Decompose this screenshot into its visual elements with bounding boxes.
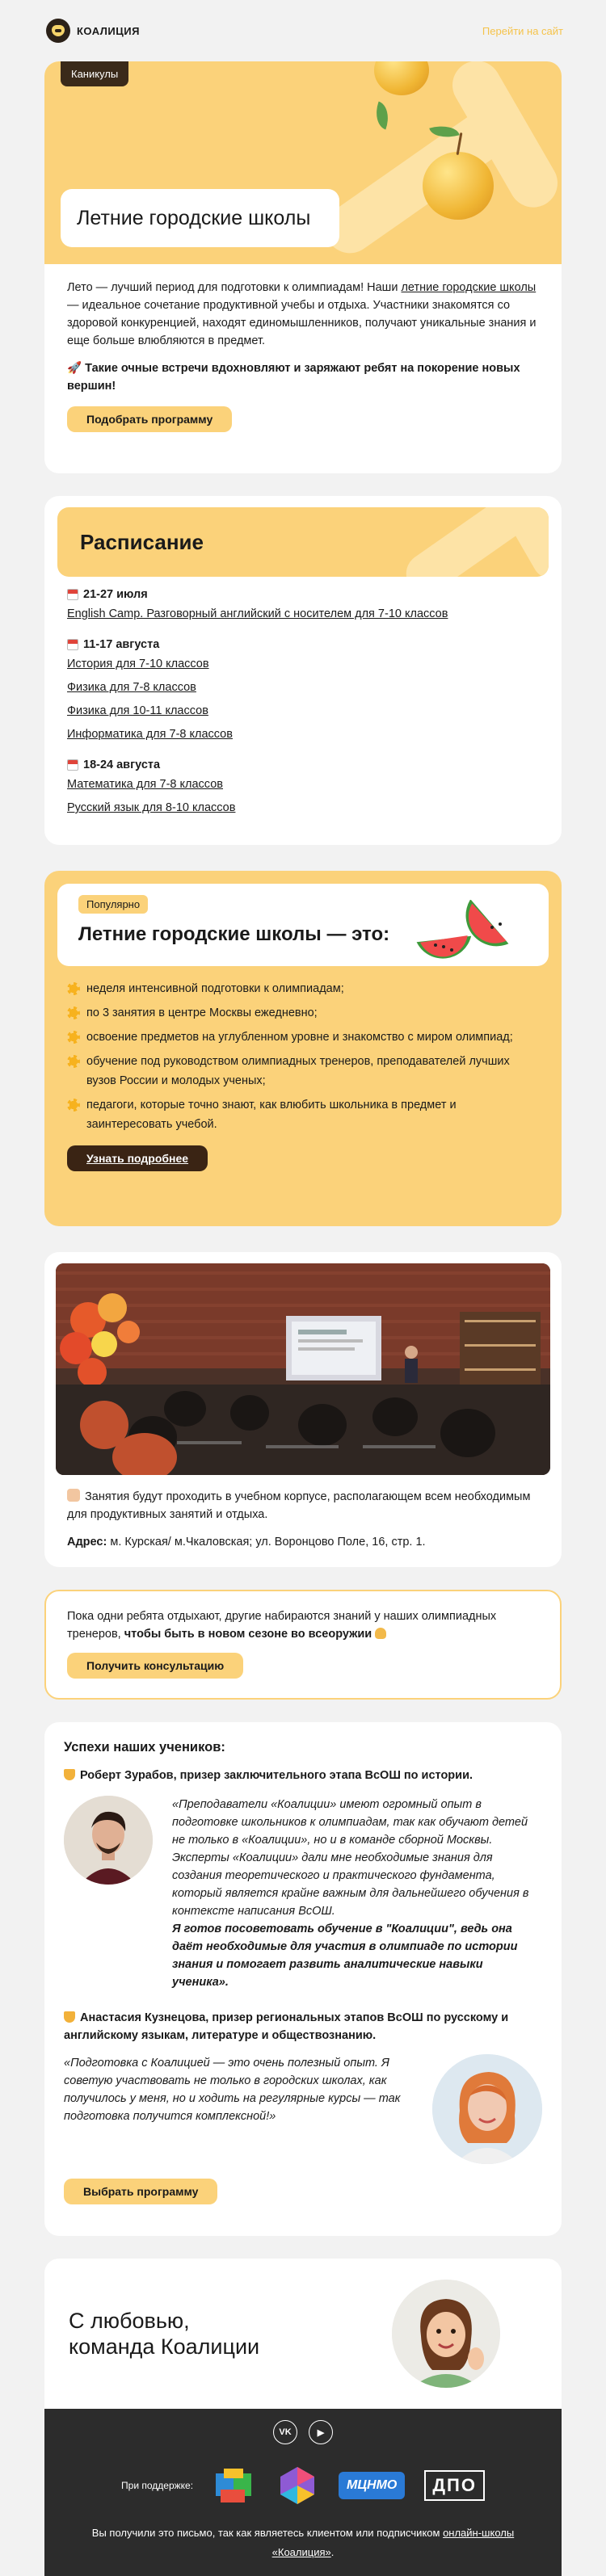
logo-text: КОАЛИЦИЯ	[77, 24, 140, 37]
consult-text-bold: чтобы быть в новом сезоне во всеоружии	[124, 1628, 372, 1641]
get-consultation-button[interactable]: Получить консультацию	[67, 1653, 243, 1679]
calendar-icon	[67, 639, 78, 650]
schedule-date	[67, 588, 539, 601]
schedule-header	[57, 507, 549, 577]
testimonial	[64, 1796, 542, 1991]
popular-header	[57, 884, 549, 966]
list-item-text: педагоги, которые точно знают, как влюбить школьника в предмет и заинтересовать учебой.	[86, 1099, 457, 1131]
intro-text-part: — идеальное сочетание продуктивной учебы и отдыха. Участники знакомятся со здоровой конкуренцией, находят единомышленников, получают уникальные знания и еще больше влюбляются в предмет.	[67, 299, 537, 347]
apple-icon	[423, 152, 494, 220]
popular-title: Летние городские школы — это:	[78, 923, 390, 945]
list-item	[67, 1052, 539, 1090]
sun-icon	[67, 1006, 80, 1019]
course-link[interactable]: Физика для 7-8 классов	[67, 681, 196, 694]
student-name-text: Роберт Зурабов, призер заключительного этапа ВсОШ по истории.	[80, 1769, 473, 1782]
student-avatar-image	[432, 2054, 542, 2164]
leaf-icon	[370, 101, 393, 129]
memoji-image	[392, 2280, 500, 2388]
address-label: Адрес:	[67, 1536, 107, 1549]
logo[interactable]	[46, 19, 140, 43]
support-label: При поддержке:	[121, 2480, 194, 2491]
popular-card	[44, 871, 562, 1226]
schedule-group	[67, 588, 539, 624]
intro-highlight-text: Такие очные встречи вдохновляют и заряжают ребят на покорение новых вершин!	[67, 362, 520, 393]
consult-text-part: Пока одни ребята отдыхают, другие набираются знаний у наших олимпиадных тренеров,	[67, 1610, 497, 1641]
signoff-card	[44, 2259, 562, 2409]
testimonial-quote	[172, 1796, 542, 1991]
footer-text-end: .	[330, 2546, 335, 2558]
list-item	[67, 1003, 539, 1023]
schedule-card	[44, 496, 562, 845]
classroom-photo	[56, 1263, 550, 1475]
koala-logo-icon	[46, 19, 70, 43]
location-card	[44, 1252, 562, 1567]
schedule-group	[67, 759, 539, 817]
date-label: 21-27 июля	[83, 588, 148, 601]
view-online-link[interactable]: Перейти на сайт	[482, 24, 563, 37]
hero-title-box	[61, 189, 339, 247]
student-name	[64, 1767, 542, 1784]
dpo-logo: ДПО	[424, 2470, 485, 2501]
course-link[interactable]: Информатика для 7-8 классов	[67, 728, 233, 741]
hero-card	[44, 61, 562, 473]
student-avatar	[432, 2054, 542, 2164]
address	[67, 1533, 539, 1551]
apple-icon	[374, 61, 429, 95]
partner-star-logo	[276, 2465, 319, 2506]
vk-icon[interactable]: VK	[273, 2420, 297, 2444]
location-text	[67, 1488, 539, 1523]
course-link[interactable]: Русский язык для 8-10 классов	[67, 801, 236, 814]
memoji-avatar	[392, 2280, 500, 2388]
quote-text-bold: Я готов посоветовать обучение в "Коалиции", ведь она даёт необходимые для участия в олимпиаде по истории знания и помогает развить аналитические навыки ученика».	[172, 1923, 518, 1989]
course-link[interactable]: Математика для 7-8 классов	[67, 778, 223, 791]
list-item	[67, 1095, 539, 1134]
flexed-biceps-icon	[375, 1628, 386, 1639]
testimonial	[64, 2054, 542, 2164]
consult-text	[67, 1607, 539, 1643]
calendar-icon	[67, 589, 78, 600]
sun-icon	[67, 1031, 80, 1044]
classroom-photo-illustration	[56, 1263, 550, 1475]
sun-icon	[67, 1055, 80, 1068]
quote-text: «Подготовка с Коалицией — это очень полезный опыт. Я советую участвовать не только в городских школах, как получилось у меня, но и ходить на регулярные курсы — так подготовка получится комплексной!»	[64, 2057, 401, 2123]
date-label: 18-24 августа	[83, 759, 161, 771]
location-info	[44, 1475, 562, 1551]
header	[35, 0, 571, 61]
schedule-date	[67, 759, 539, 771]
summer-schools-link[interactable]: летние городские школы	[401, 281, 537, 294]
student-avatar-image	[64, 1796, 153, 1885]
partners-row	[44, 2465, 562, 2506]
popular-badge: Популярно	[78, 895, 148, 914]
trophy-icon	[64, 2011, 75, 2023]
calendar-icon	[67, 759, 78, 771]
sun-icon	[67, 982, 80, 995]
location-text-content: Занятия будут проходить в учебном корпусе, располагающем всем необходимым для продуктивных занятий и отдыха.	[67, 1490, 531, 1521]
footer-text	[44, 2506, 562, 2562]
quote-text: «Преподаватели «Коалиции» имеют огромный опыт в подготовке школьников к олимпиадам, так как обучают детей не только в «Коалиции», но и в команде сборной Москвы. Эксперты «Коалиции» дали мне необходимые знания для создания теоретического и практического фундамента, который является крайне важным для дальнейшего обучения в контексте написания ВсОШ.	[172, 1798, 529, 1918]
intro-highlight	[67, 359, 539, 395]
list-item-text: неделя интенсивной подготовки к олимпиадам;	[86, 982, 344, 995]
trophy-icon	[64, 1769, 75, 1780]
schedule-date	[67, 638, 539, 651]
student-name-text: Анастасия Кузнецова, призер региональных этапов ВсОШ по русскому и английскому языкам, литературе и обществознанию.	[64, 2011, 509, 2042]
footer	[44, 2409, 562, 2576]
category-badge: Каникулы	[61, 61, 128, 86]
success-card	[44, 1722, 562, 2236]
student-name	[64, 2009, 542, 2044]
thumbs-up-icon	[67, 1489, 80, 1502]
schedule-list	[44, 577, 562, 845]
rocket-icon: 🚀	[67, 362, 82, 375]
consult-card	[44, 1590, 562, 1700]
mcnmo-logo: МЦНМО	[339, 2472, 405, 2499]
signoff-line: команда Коалиции	[69, 2334, 260, 2359]
hero-title: Летние городские школы	[77, 206, 311, 229]
signoff-line: С любовью,	[69, 2309, 190, 2333]
list-item	[67, 1027, 539, 1047]
course-link[interactable]: English Camp. Разговорный английский с носителем для 7-10 классов	[67, 607, 448, 620]
schedule-title: Расписание	[80, 529, 204, 554]
course-link[interactable]: История для 7-10 классов	[67, 658, 209, 670]
popular-actions	[44, 1145, 562, 1171]
student-avatar	[64, 1796, 153, 1885]
intro-section	[44, 264, 562, 452]
choose-program-button-2[interactable]: Выбрать программу	[64, 2179, 217, 2204]
address-value: м. Курская/ м.Чкаловская; ул. Воронцово Поле, 16, стр. 1.	[110, 1536, 426, 1549]
intro-text	[67, 279, 539, 350]
social-links	[44, 2420, 562, 2444]
choose-program-button[interactable]: Подобрать программу	[67, 406, 232, 432]
success-title: Успехи наших учеников:	[64, 1740, 225, 1754]
hero-banner	[44, 61, 562, 264]
youtube-icon[interactable]: ▶	[309, 2420, 333, 2444]
list-item-text: освоение предметов на углубленном уровне и знакомство с миром олимпиад;	[86, 1031, 513, 1044]
learn-more-button[interactable]: Узнать подробнее	[67, 1145, 208, 1171]
course-link[interactable]: Физика для 10-11 классов	[67, 704, 208, 717]
list-item-text: по 3 занятия в центре Москвы ежедневно;	[86, 1006, 318, 1019]
schedule-group	[67, 638, 539, 744]
signoff-text	[69, 2308, 259, 2360]
watermelon-icon	[413, 900, 534, 964]
date-label: 11-17 августа	[83, 638, 160, 651]
list-item-text: обучение под руководством олимпиадных тренеров, преподавателей лучших вузов России и молодых ученых;	[86, 1055, 510, 1087]
sun-icon	[67, 1099, 80, 1112]
school-link[interactable]: онлайн-школы «Коалиция»	[271, 2527, 515, 2558]
partner-cube-logo	[213, 2465, 256, 2506]
footer-text-part: Вы получили это письмо, так как являетесь клиентом или подписчиком	[91, 2527, 444, 2539]
popular-list	[44, 966, 562, 1145]
intro-text-part: Лето — лучший период для подготовки к олимпиадам! Наши	[67, 281, 402, 294]
list-item	[67, 979, 539, 998]
